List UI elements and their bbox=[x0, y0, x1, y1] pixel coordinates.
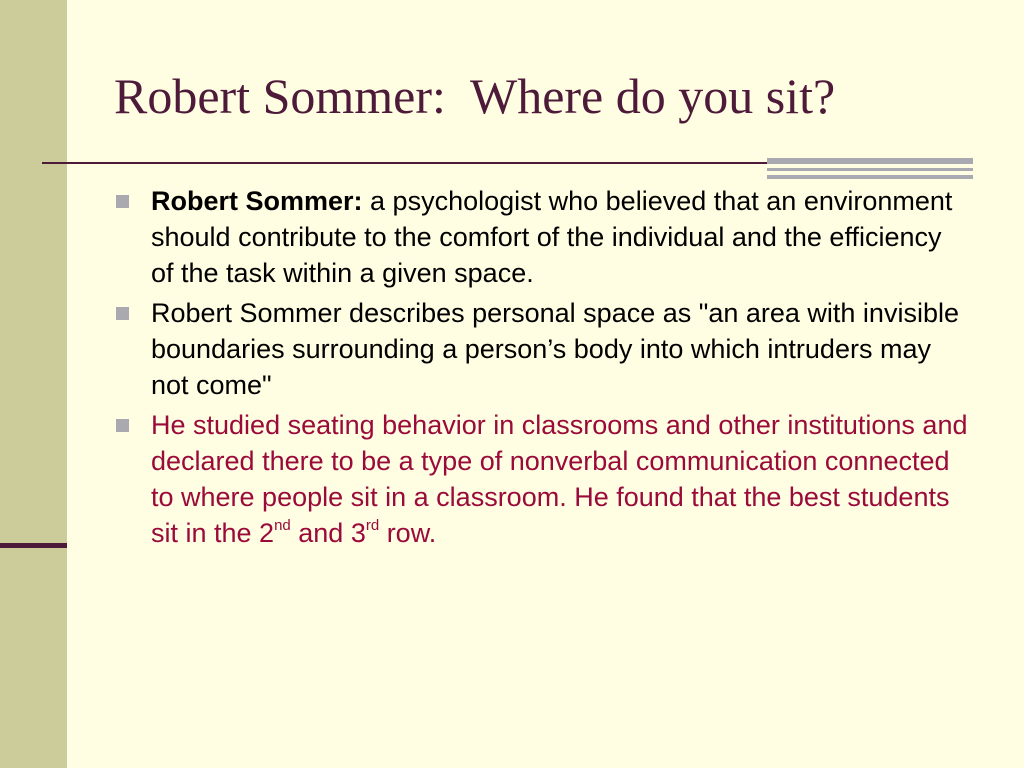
bullet-body: a psychologist who believed that an environment should contribute to the comfort of the individual and the efficiency of the task within a given space. bbox=[151, 186, 953, 288]
square-bullet-icon bbox=[116, 419, 129, 432]
ordinal-suffix-nd: nd bbox=[274, 517, 291, 534]
bullet-item-2 bbox=[112, 295, 982, 403]
bullet-item-3 bbox=[112, 407, 982, 551]
title-divider bbox=[42, 162, 770, 164]
ordinal-suffix-rd: rd bbox=[365, 517, 380, 534]
bullet-body-part-3: row. bbox=[379, 518, 437, 548]
square-bullet-icon bbox=[116, 195, 129, 208]
bullet-body-part-2: and 3 bbox=[290, 518, 366, 548]
left-decorative-band bbox=[0, 0, 67, 768]
left-accent-line bbox=[0, 543, 67, 548]
bullet-text bbox=[151, 183, 971, 291]
decorative-bar-3 bbox=[767, 175, 973, 179]
decorative-bar-1 bbox=[767, 158, 973, 164]
square-bullet-icon bbox=[116, 307, 129, 320]
bullet-bold-term: Robert Sommer: bbox=[151, 186, 363, 216]
slide-title: Robert Sommer: Where do you sit? bbox=[114, 68, 836, 124]
bullet-list bbox=[112, 183, 982, 555]
bullet-body-part-1: He studied seating behavior in classrooms and other institutions and declared there to be a type of nonverbal communication connected to where people sit in a classroom. He found that the best students sit in the 2 bbox=[151, 410, 968, 548]
decorative-bar-2 bbox=[767, 168, 973, 171]
bullet-text: Robert Sommer describes personal space as "an area with invisible boundaries surrounding a person’s body into which intruders may not come" bbox=[151, 298, 959, 400]
bullet-item-1 bbox=[112, 183, 982, 291]
bullet-text bbox=[151, 407, 971, 551]
